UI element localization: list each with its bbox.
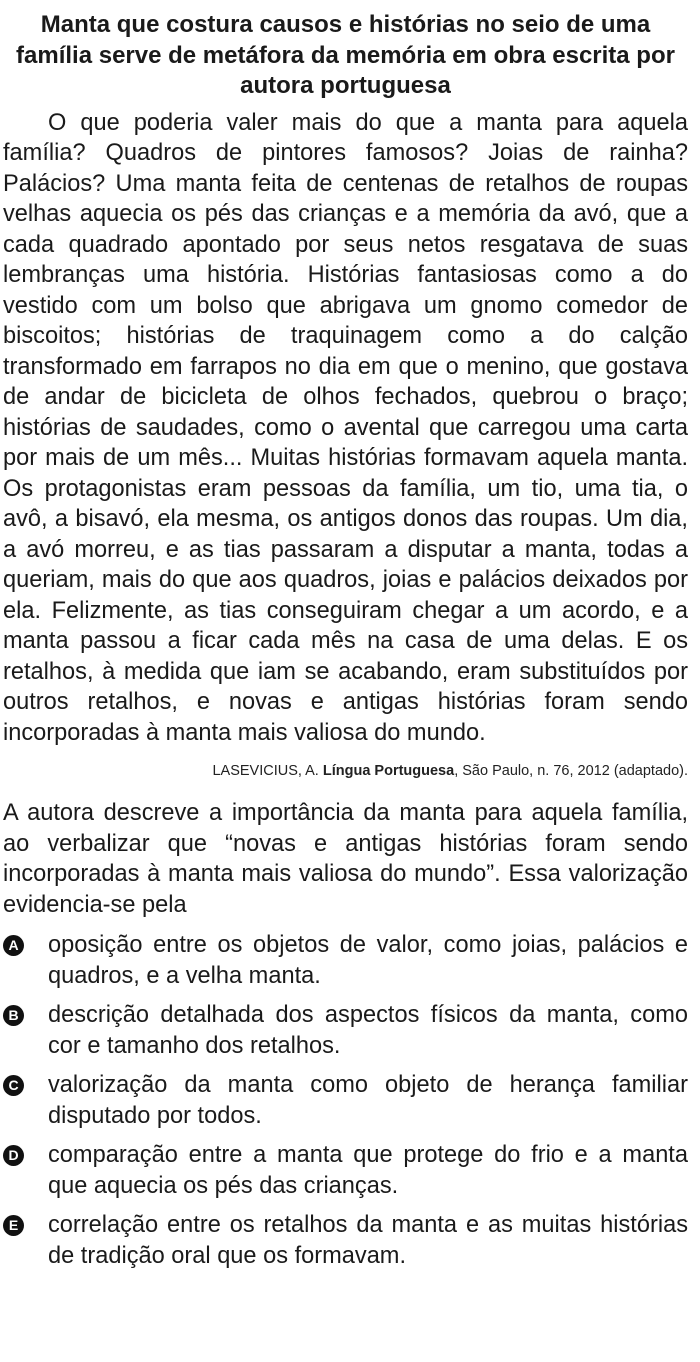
option-d[interactable] [3, 1140, 688, 1201]
option-d-badge: D [3, 1145, 24, 1166]
citation-rest: , São Paulo, n. 76, 2012 (adaptado). [454, 763, 688, 779]
option-e[interactable] [3, 1210, 688, 1271]
option-a-text: oposição entre os objetos de valor, como joias, palácios e quadros, e a velha manta. [48, 932, 688, 989]
option-b-badge: B [3, 1005, 24, 1026]
option-b-text: descrição detalhada dos aspectos físicos da manta, como cor e tamanho dos retalhos. [48, 1002, 688, 1059]
option-d-text: comparação entre a manta que protege do frio e a manta que aquecia os pés das crianças. [48, 1142, 688, 1199]
option-e-badge: E [3, 1215, 24, 1236]
option-c-text: valorização da manta como objeto de herança familiar disputado por todos. [48, 1072, 688, 1129]
article-title: Manta que costura causos e histórias no seio de uma família serve de metáfora da memória em obra escrita por autora portuguesa [16, 11, 675, 99]
citation-source: Língua Portuguesa [322, 763, 455, 779]
option-e-text: correlação entre os retalhos da manta e as muitas histórias de tradição oral que os formavam. [48, 1212, 688, 1269]
option-a[interactable] [3, 930, 688, 991]
option-b[interactable] [3, 1000, 688, 1061]
source-citation [3, 762, 688, 780]
answer-options [3, 930, 688, 1271]
question-stem: A autora descreve a importância da manta para aquela família, ao verbalizar que “novas e antigas histórias foram sendo incorporadas à manta mais valiosa do mundo”. Essa valorização evidencia-se pela [3, 800, 688, 918]
citation-author: LASEVICIUS, A. [212, 763, 323, 779]
option-a-badge: A [3, 935, 24, 956]
passage-text: O que poderia valer mais do que a manta para aquela família? Quadros de pintores famosos? Joias de rainha? Palácios? Uma manta feita de centenas de retalhos de roupas velhas aquecia os pés das crianças e a memória da avó, que a cada quadrado apontado por seus netos resgatava de suas lembranças uma história. Histórias fantasiosas como a do vestido com um bolso que abrigava um gnomo comedor de biscoitos; histórias de traquinagem como a do calção transformado em farrapos no dia em que o menino, que gostava de andar de bicicleta de olhos fechados, quebrou o braço; histórias de saudades, como o avental que carregou uma carta por mais de um mês... Muitas histórias formavam aquela manta. Os protagonistas eram pessoas da família, um tio, uma tia, o avô, a bisavó, ela mesma, os antigos donos das roupas. Um dia, a avó morreu, e as tias passaram a disputar a manta, todas a queriam, mais do que aos quadros, joias e palácios deixados por ela. Felizmente, as tias conseguiram chegar a um acordo, e a manta passou a ficar cada mês na casa de uma delas. E os retalhos, à medida que iam se acabando, eram substituídos por outros retalhos, e novas e antigas histórias foram sendo incorporadas à manta mais valiosa do mundo. [3, 109, 688, 746]
option-c-badge: C [3, 1075, 24, 1096]
option-c[interactable] [3, 1070, 688, 1131]
